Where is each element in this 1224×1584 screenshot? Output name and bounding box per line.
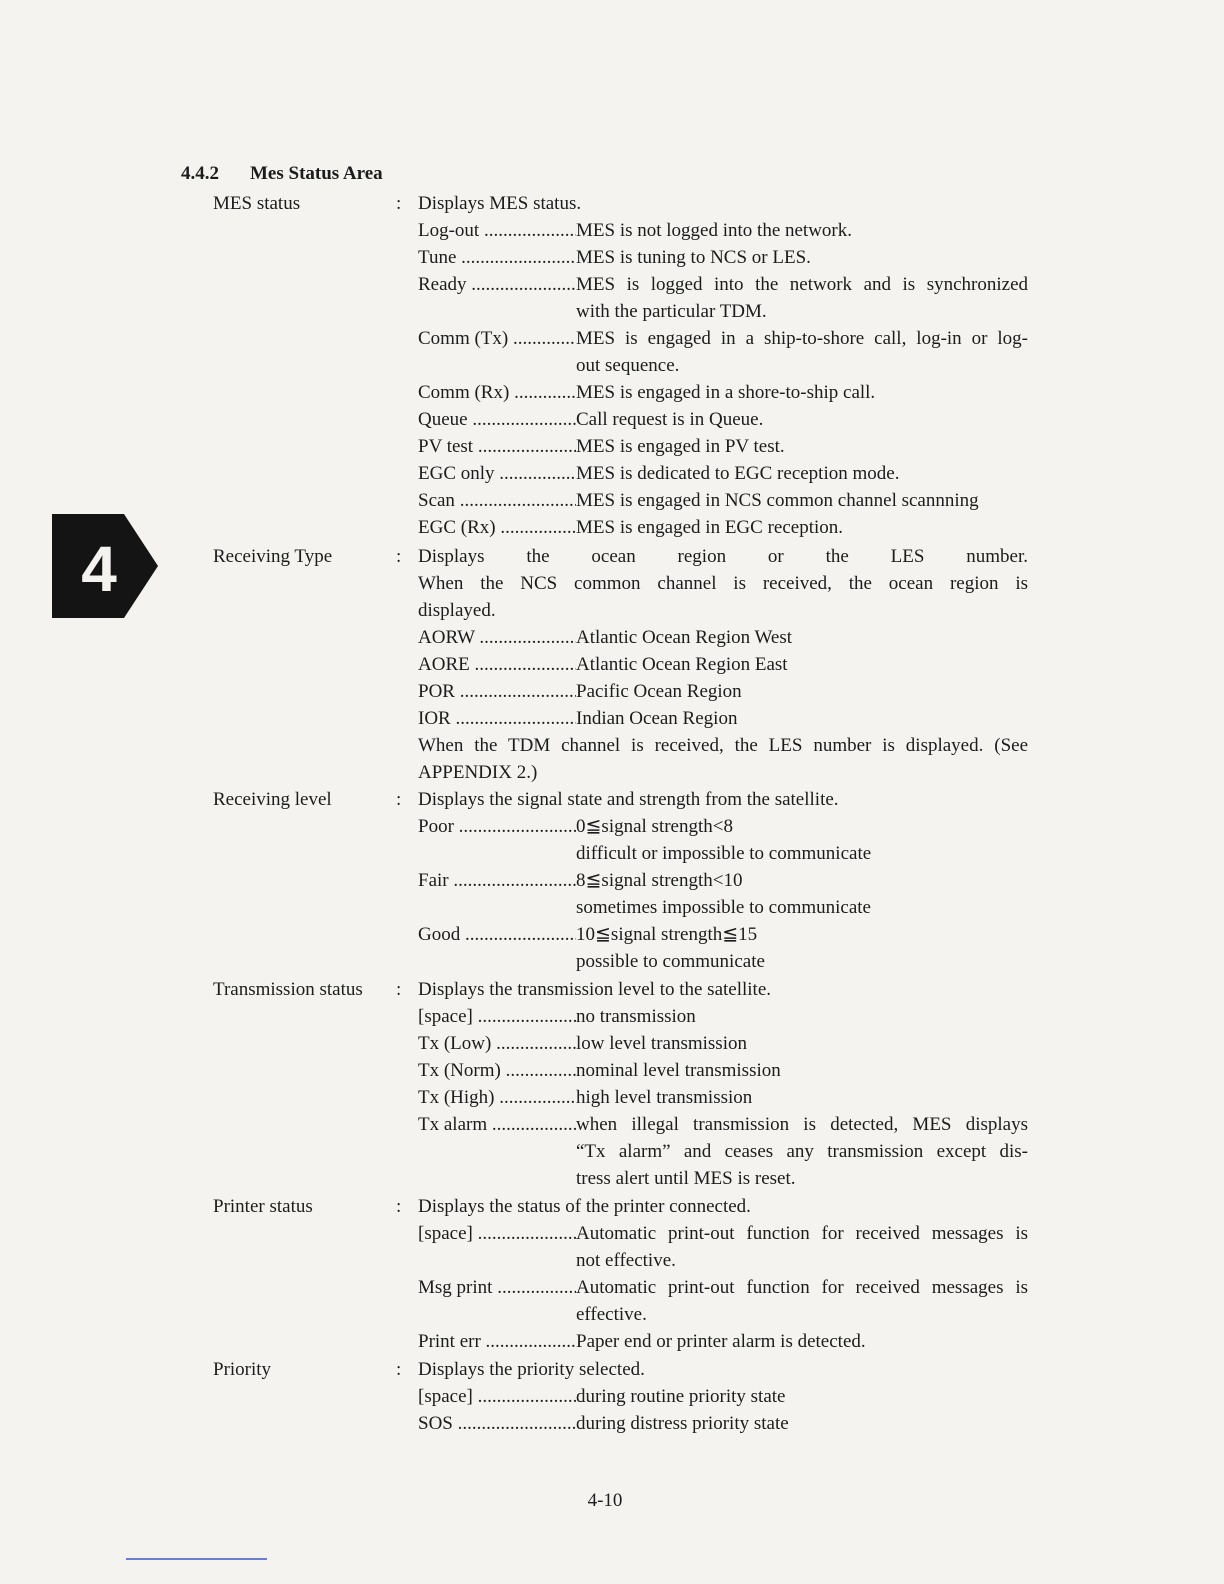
definition-item [418, 867, 1028, 921]
definition-text: MES is tuning to NCS or LES. [576, 247, 811, 268]
definition-term: Comm (Rx) ..... [418, 379, 576, 406]
definition-item [418, 433, 1028, 460]
section-number: 4.4.2 [181, 163, 219, 184]
block-label: Priority [213, 1359, 272, 1380]
status-block [0, 543, 1224, 786]
section-title: Mes Status Area [250, 163, 383, 184]
definition-text: MES is engaged in NCS common channel scannning [576, 490, 979, 511]
block-description [418, 976, 1028, 1192]
definition-text: sometimes impossible to communicate [576, 897, 871, 918]
definition-text: 0≦signal strength<8 [576, 816, 733, 837]
definition-term: EGC (Rx) ..... [418, 514, 576, 541]
definition-term: Queue ..... [418, 406, 576, 433]
definition-item [418, 487, 1028, 514]
definition-text: nominal level transmission [576, 1060, 781, 1081]
definition-term: Tune ..... [418, 244, 576, 271]
label-colon: : [396, 979, 402, 1000]
definition-term: IOR ..... [418, 705, 576, 732]
definition-text: Pacific Ocean Region [576, 681, 742, 702]
label-colon: : [396, 1196, 402, 1217]
label-colon: : [396, 789, 402, 810]
definition-text: during distress priority state [576, 1413, 789, 1434]
block-description [418, 543, 1028, 786]
definition-text: MES is engaged in a shore-to-ship call. [576, 382, 876, 403]
definition-text: 8≦signal strength<10 [576, 870, 743, 891]
definition-item [418, 325, 1028, 379]
definition-item [418, 1111, 1028, 1192]
definition-text: difficult or impossible to communicate [576, 843, 872, 864]
definition-text: Atlantic Ocean Region East [576, 654, 788, 675]
page-number: 4-10 [587, 1490, 623, 1511]
block-label: Receiving level [213, 789, 332, 810]
definition-item [418, 1057, 1028, 1084]
definition-item [418, 271, 1028, 325]
definition-item [418, 514, 1028, 541]
block-description [418, 1356, 1028, 1437]
intro-line: Displays the priority selected. [418, 1359, 645, 1380]
definition-item [418, 651, 1028, 678]
definition-text: out sequence. [576, 355, 680, 376]
definition-text: Indian Ocean Region [576, 708, 738, 729]
definition-text: during routine priority state [576, 1386, 786, 1407]
definition-text: with the particular TDM. [576, 301, 767, 322]
definition-text: “Tx alarm” and ceases any transmission except dis- [576, 1141, 1028, 1162]
definition-term: Good ..... [418, 921, 576, 975]
status-block [0, 190, 1224, 541]
definition-item [418, 1030, 1028, 1057]
intro-line: displayed. [418, 600, 496, 621]
block-description [418, 190, 1028, 541]
status-block [0, 976, 1224, 1192]
definition-term: Tx (High) ..... [418, 1084, 576, 1111]
definition-text: not effective. [576, 1250, 676, 1271]
definition-item [418, 921, 1028, 975]
definition-term: Print err ..... [418, 1328, 576, 1355]
definition-item [418, 406, 1028, 433]
outro-line: APPENDIX 2.) [418, 762, 538, 783]
definition-text: possible to communicate [576, 951, 765, 972]
definition-term: Fair ..... [418, 867, 576, 921]
definition-term: POR ..... [418, 678, 576, 705]
definition-term: SOS ..... [418, 1410, 576, 1437]
block-label: Printer status [213, 1196, 313, 1217]
block-description [418, 1193, 1028, 1355]
definition-text: no transmission [576, 1006, 696, 1027]
label-colon: : [396, 546, 402, 567]
definition-text: Paper end or printer alarm is detected. [576, 1331, 866, 1352]
intro-line: Displays the transmission level to the satellite. [418, 979, 772, 1000]
outro-line: When the TDM channel is received, the LES number is displayed. (See [418, 735, 1028, 756]
intro-line: Displays the signal state and strength from the satellite. [418, 789, 839, 810]
definition-item [418, 1383, 1028, 1410]
intro-line: Displays the ocean region or the LES number. [418, 546, 1028, 567]
definition-text: effective. [576, 1304, 647, 1325]
definition-term: Ready ..... [418, 271, 576, 325]
definition-item [418, 1410, 1028, 1437]
definition-item [418, 1084, 1028, 1111]
definition-item [418, 1328, 1028, 1355]
intro-line: Displays MES status. [418, 193, 582, 214]
definition-term: Log-out ..... [418, 217, 576, 244]
status-block [0, 786, 1224, 975]
definition-item [418, 678, 1028, 705]
definition-text: MES is engaged in PV test. [576, 436, 785, 457]
definition-text: Automatic print-out function for received messages is [576, 1223, 1028, 1244]
block-description [418, 786, 1028, 975]
label-colon: : [396, 1359, 402, 1380]
definition-term: AORW ..... [418, 624, 576, 651]
definition-text: MES is engaged in EGC reception. [576, 517, 844, 538]
block-label: Transmission status [213, 979, 363, 1000]
definition-item [418, 244, 1028, 271]
definition-item [418, 705, 1028, 732]
definition-term: Tx (Norm) ..... [418, 1057, 576, 1084]
definition-item [418, 379, 1028, 406]
definition-text: Automatic print-out function for received messages is [576, 1277, 1028, 1298]
intro-line: When the NCS common channel is received, the ocean region is [418, 573, 1028, 594]
intro-line: Displays the status of the printer connected. [418, 1196, 751, 1217]
definition-term: [space] ..... [418, 1383, 576, 1410]
definition-term: Comm (Tx) ..... [418, 325, 576, 379]
definition-text: tress alert until MES is reset. [576, 1168, 796, 1189]
definition-text: Atlantic Ocean Region West [576, 627, 793, 648]
definition-item [418, 1274, 1028, 1328]
definition-text: low level transmission [576, 1033, 747, 1054]
footer-rule [126, 1558, 267, 1560]
definition-text: 10≦signal strength≦15 [576, 924, 758, 945]
definition-text: high level transmission [576, 1087, 753, 1108]
definition-item [418, 460, 1028, 487]
definition-term: AORE ..... [418, 651, 576, 678]
definition-term: Tx alarm ..... [418, 1111, 576, 1192]
label-colon: : [396, 193, 402, 214]
definition-item [418, 217, 1028, 244]
definition-item [418, 813, 1028, 867]
definition-item [418, 1220, 1028, 1274]
definition-text: MES is dedicated to EGC reception mode. [576, 463, 900, 484]
definition-text: Call request is in Queue. [576, 409, 764, 430]
definition-term: Tx (Low) ..... [418, 1030, 576, 1057]
definition-item [418, 624, 1028, 651]
definition-text: MES is logged into the network and is synchronized [576, 274, 1028, 295]
block-label: Receiving Type [213, 546, 333, 567]
status-block [0, 1193, 1224, 1355]
definition-text: when illegal transmission is detected, MES displays [576, 1114, 1028, 1135]
definition-term: [space] ..... [418, 1220, 576, 1274]
definition-term: [space] ..... [418, 1003, 576, 1030]
definition-term: Scan ..... [418, 487, 576, 514]
definition-text: MES is not logged into the network. [576, 220, 853, 241]
definition-term: Poor ..... [418, 813, 576, 867]
section-heading [181, 163, 383, 185]
chapter-tab-number: 4 [81, 533, 117, 605]
definition-term: PV test ..... [418, 433, 576, 460]
definition-term: Msg print ..... [418, 1274, 576, 1328]
definition-term: EGC only ..... [418, 460, 576, 487]
definition-text: MES is engaged in a ship-to-shore call, log-in or log- [576, 328, 1028, 349]
status-block [0, 1356, 1224, 1437]
block-label: MES status [213, 193, 301, 214]
definition-item [418, 1003, 1028, 1030]
